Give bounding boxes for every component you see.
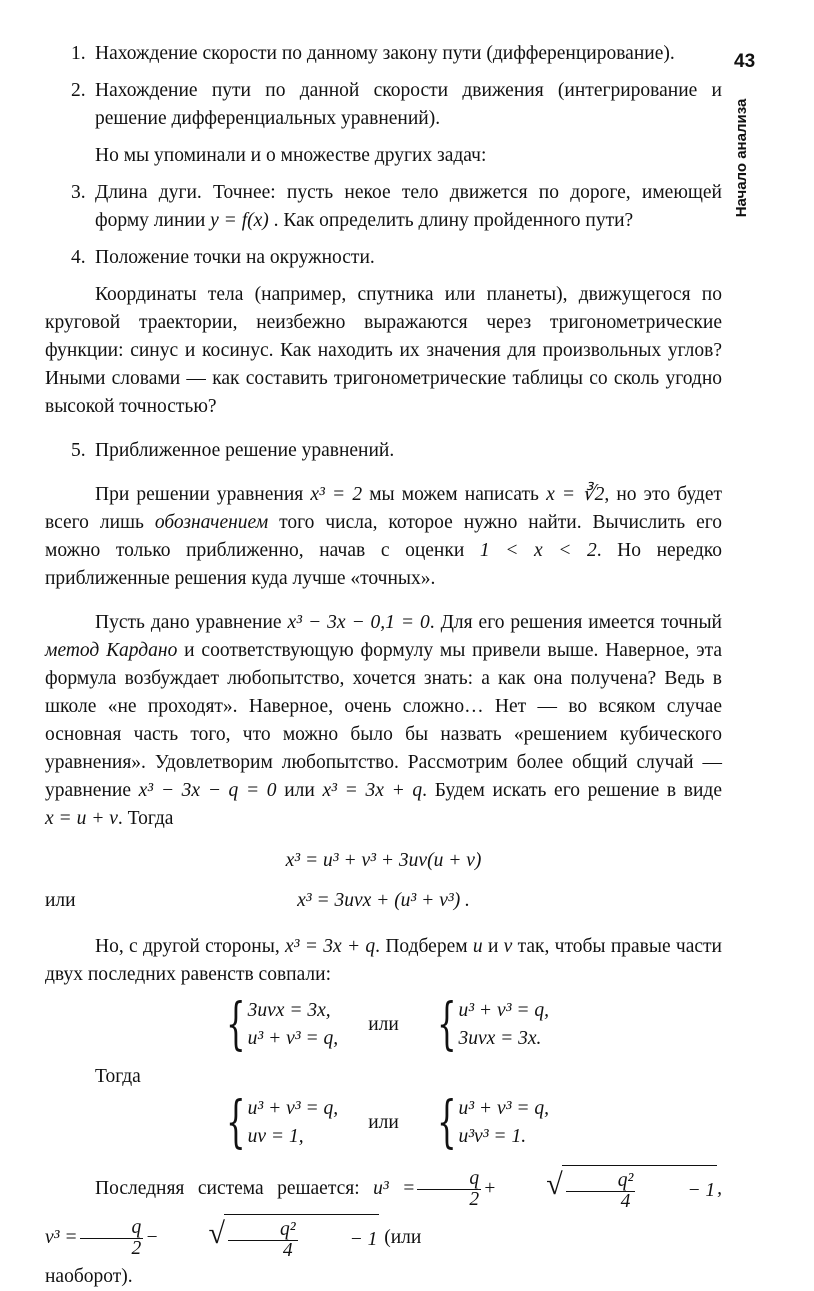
list-item: 1. Нахождение скорости по данному закону пути (дифференцирование).: [71, 43, 675, 64]
page-number: 43: [734, 51, 756, 72]
list-item: 5. Приближенное решение уравнений.: [71, 440, 395, 461]
display-equation: x³ = u³ + v³ + 3uv(u + v): [285, 850, 482, 871]
list-item: 3. Длина дуги. Точнее: пусть некое тело движется по дороге, имеющей форму линии y = f(x) . Как определить длину пройденного пути?: [71, 182, 722, 231]
list-item: 2. Нахождение пути по данной скорости движения (интегрирование и решение дифференциальных уравнений).: [71, 80, 722, 129]
equation-system: { u³ + v³ = q, uv = 1, или { u³ + v³ = q, u³v³ = 1.: [226, 1090, 549, 1155]
formula: x = ∛2: [546, 484, 605, 505]
paragraph: Но мы упоминали и о множестве других задач:: [95, 145, 487, 166]
equation-system: { 3uvx = 3x, u³ + v³ = q, или { u³ + v³ = q, 3uvx = 3x.: [226, 992, 549, 1057]
paragraph: Последняя система решается: u³ = $\frac{q}{2}$ + √ $\frac{\text{q²}}{4}$ − 1 , v³ = $\frac{q}{2}$ − √ $\frac{\text{q²}}{4}$ − 1 (или: [45, 1165, 722, 1263]
page-body: [45, 40, 722, 1291]
formula: v³ = $\frac{q}{2}$ − √ $\frac{\text{q²}}{4}$ − 1: [45, 1227, 384, 1248]
paragraph: Пусть дано уравнение x³ − 3x − 0,1 = 0. Для его решения имеется точный метод Кардано и соответствующую формулу мы привели выше. Наверное, эта формула возбуждает любопытство, хочется знать: а как она получена? Ведь в школе «не проходят». Наверное, очень сложно… Нет — во всяком случае основная часть того, что можно было бы назвать «решением кубического уравнения». Удовлетворим любопытство. Рассмотрим более общий случай — уравнение x³ − 3x − q = 0 или x³ = 3x + q. Будем искать его решение в виде x = u + v. Тогда: [45, 612, 723, 829]
ili-label: или: [45, 890, 76, 911]
formula: x³ = 3x + q: [285, 936, 376, 957]
paragraph: наоборот).: [45, 1266, 133, 1287]
formula: x³ = 3x + q: [322, 780, 423, 801]
paragraph: Координаты тела (например, спутника или планеты), движущегося по круговой траектории, неизбежно выражаются через тригонометрические функции: синус и косинус. Как находить их значения для произвольных углов? Иными словами — как составить тригонометрические таблицы со сколь угодно высокой точностью?: [45, 284, 722, 417]
paragraph: Но, с другой стороны, x³ = 3x + q. Подберем u и v так, чтобы правые части двух последних равенств совпали:: [45, 936, 722, 985]
formula: x³ = 2: [310, 484, 363, 505]
display-equation: или x³ = 3uvx + (u³ + v³) .: [45, 887, 722, 915]
paragraph: При решении уравнения x³ = 2 мы можем написать x = ∛2, но это будет всего лишь обозначением того числа, которое нужно найти. Вычислить его можно только приближенно, начав с оценки 1 < x < 2. Но нередко приближенные решения куда лучше «точных».: [45, 484, 723, 589]
formula: 1 < x < 2: [479, 540, 597, 561]
formula: x = u + v: [45, 808, 118, 829]
list-item: 4. Положение точки на окружности.: [71, 247, 375, 268]
formula: x³ − 3x − 0,1 = 0: [287, 612, 430, 633]
paragraph: Тогда: [95, 1066, 141, 1087]
formula: u³ = $\frac{q}{2}$ + √ $\frac{\text{q²}}{4}$ − 1 ,: [373, 1178, 722, 1199]
formula: x³ − 3x − q = 0: [138, 780, 277, 801]
